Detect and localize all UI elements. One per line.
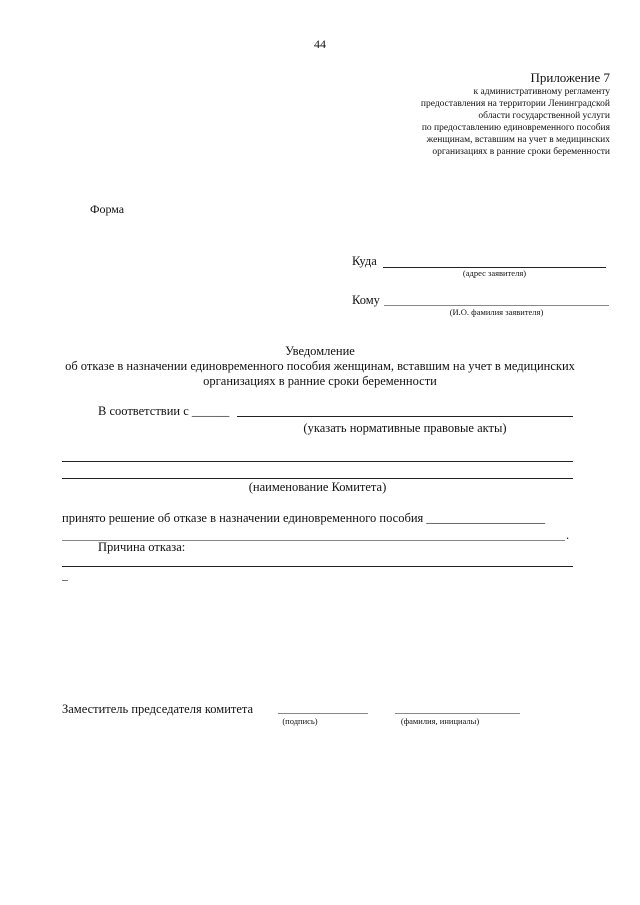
committee-caption: (наименование Комитета) xyxy=(248,480,387,494)
whom-field[interactable] xyxy=(384,305,609,306)
appendix-description xyxy=(421,86,610,158)
form-label: Форма xyxy=(90,202,125,216)
acts-field[interactable] xyxy=(237,416,573,417)
appendix-line: организациях в ранние сроки беременности xyxy=(432,147,610,157)
committee-line-1[interactable] xyxy=(62,461,573,462)
whom-caption: (И.О. фамилия заявителя) xyxy=(449,307,544,317)
appendix-line: женщинам, вставшим на учет в медицинских xyxy=(426,135,610,145)
reason-label: Причина отказа: xyxy=(98,540,186,554)
name-caption: (фамилия, инициалы) xyxy=(400,716,480,726)
notice-subtitle-line1: об отказе в назначении единовременного пособия женщинам, вставшим на учет в медицинских xyxy=(65,359,575,373)
name-field[interactable] xyxy=(395,713,520,714)
where-caption: (адрес заявителя) xyxy=(462,268,527,278)
appendix-title: Приложение 7 xyxy=(530,70,610,85)
committee-line-2[interactable] xyxy=(62,478,573,479)
where-label: Куда xyxy=(352,254,377,268)
reason-line[interactable] xyxy=(62,566,573,567)
signature-field[interactable] xyxy=(278,713,368,714)
notice-title: Уведомление xyxy=(285,344,355,358)
whom-label: Кому xyxy=(352,293,380,307)
notice-title-block xyxy=(0,344,640,389)
appendix-line: предоставления на территории Ленинградской xyxy=(420,99,610,109)
decision-text: принято решение об отказе в назначении единовременного пособия ___________________ xyxy=(62,511,546,525)
page-number: 44 xyxy=(314,37,326,51)
appendix-line: по предоставлению единовременного пособия xyxy=(421,123,610,133)
reason-dash: – xyxy=(62,572,68,586)
line-end-dot: . xyxy=(566,528,570,542)
appendix-line: к административному регламенту xyxy=(473,87,610,97)
accordance-text: В соответствии с ______ xyxy=(98,404,230,418)
signature-caption: (подпись) xyxy=(282,716,318,726)
signature-position: Заместитель председателя комитета xyxy=(62,702,254,716)
acts-caption: (указать нормативные правовые акты) xyxy=(303,421,507,435)
appendix-line: области государственной услуги xyxy=(478,111,610,121)
notice-subtitle-line2: организациях в ранние сроки беременности xyxy=(203,374,437,388)
